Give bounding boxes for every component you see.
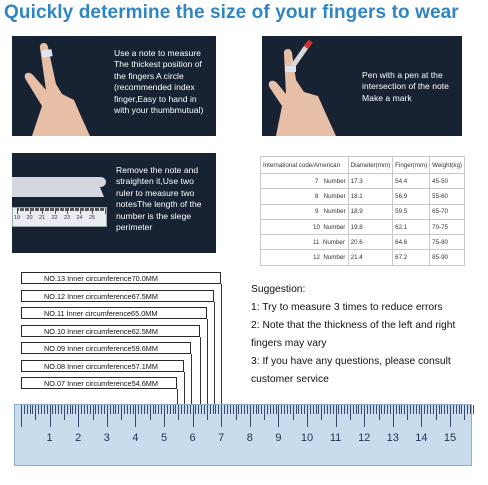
ruler-tick (367, 405, 368, 414)
ruler-tick (318, 405, 319, 414)
mini-ruler-number: 23 (64, 215, 71, 221)
ruler-tick (258, 405, 259, 414)
circumference-line (214, 302, 215, 406)
ruler-tick (270, 405, 271, 414)
ruler-tick (273, 405, 274, 414)
ruler-tick (141, 405, 142, 414)
ruler-tick (307, 405, 308, 427)
suggestion-item-2: 2: Note that the thickness of the left and right fingers may vary (251, 320, 456, 349)
ruler-tick (224, 405, 225, 414)
ruler-number: 11 (329, 432, 342, 444)
ruler-tick (316, 405, 317, 414)
paper-strip-image (12, 173, 116, 203)
ruler-number: 10 (300, 432, 314, 444)
ruler-tick (153, 405, 154, 414)
ruler-tick (90, 405, 91, 414)
ruler-tick (296, 405, 297, 414)
ruler-tick (178, 405, 179, 420)
ruler-tick (327, 405, 328, 414)
ruler-tick (379, 405, 380, 420)
header-finger: Finger(mm) (393, 157, 430, 174)
ruler-tick (184, 405, 185, 414)
ruler-tick (384, 405, 385, 414)
ruler-tick (67, 405, 68, 414)
ruler-tick (399, 405, 400, 414)
mini-ruler-tick (105, 208, 106, 214)
mini-ruler-number: 21 (39, 215, 46, 221)
ruler-tick (293, 405, 294, 420)
ruler-number: 1 (46, 432, 53, 444)
ruler-number: 6 (189, 432, 196, 444)
ruler-tick (276, 405, 277, 414)
ruler-tick (364, 405, 365, 427)
step-1-panel (12, 36, 216, 136)
ruler-tick (304, 405, 305, 414)
ruler-tick (130, 405, 131, 414)
ruler-tick (447, 405, 448, 414)
ruler-tick (424, 405, 425, 414)
ruler-tick (453, 405, 454, 414)
circumference-line (207, 319, 208, 405)
ruler-tick (421, 405, 422, 427)
ruler-tick (64, 405, 65, 420)
ruler-tick (58, 405, 59, 414)
ruler-number: 12 (358, 432, 371, 444)
ruler-tick (393, 405, 394, 427)
ruler-tick (201, 405, 202, 414)
ruler-tick (290, 405, 291, 414)
ruler-tick (381, 405, 382, 414)
page-title: Quickly determine the size of your fingers to wear (4, 2, 459, 23)
ruler-tick (70, 405, 71, 414)
ruler-tick (284, 405, 285, 414)
ruler-tick (344, 405, 345, 414)
ruler-tick (175, 405, 176, 414)
ruler-tick (241, 405, 242, 414)
ruler-tick (230, 405, 231, 414)
mini-ruler-number: 24 (76, 215, 83, 221)
ruler-tick (47, 405, 48, 414)
circumference-line (191, 354, 192, 405)
ruler-tick (356, 405, 357, 414)
ruler-tick (55, 405, 56, 414)
ruler-tick (373, 405, 374, 414)
ruler-tick (35, 405, 36, 420)
ruler-number: 9 (275, 432, 282, 444)
ruler-tick (124, 405, 125, 414)
ruler-tick (133, 405, 134, 414)
ruler-tick (75, 405, 76, 414)
header-diameter: Diameter(mm) (348, 157, 393, 174)
ruler-tick (118, 405, 119, 414)
circumference-label: NO.08 Inner circumference57.1MM (21, 360, 184, 372)
circumference-label: NO.11 Inner circumference65.0MM (21, 307, 207, 319)
ruler-tick (78, 405, 79, 427)
ruler-tick (198, 405, 199, 414)
ruler-tick (107, 405, 108, 427)
header-weight: Weight(kg) (430, 157, 465, 174)
ruler-tick (450, 405, 451, 427)
ruler-tick (287, 405, 288, 414)
ruler-tick (204, 405, 205, 414)
ruler-tick (121, 405, 122, 420)
ruler-tick (244, 405, 245, 414)
ruler-tick (310, 405, 311, 414)
ruler-tick (261, 405, 262, 414)
ruler-tick (167, 405, 168, 414)
ruler-tick (218, 405, 219, 414)
ruler-tick (459, 405, 460, 414)
step-1-text: Use a note to measure The thickest position of the fingers A circle (recommended index finger,Easy to hand in with your thumbmutual) (114, 48, 204, 116)
ruler-tick (233, 405, 234, 414)
ruler-tick (161, 405, 162, 414)
ruler-tick (127, 405, 128, 414)
ruler-tick (461, 405, 462, 414)
ruler-tick (138, 405, 139, 414)
size-table (260, 156, 465, 266)
ruler-number: 2 (75, 432, 82, 444)
ruler-tick (439, 405, 440, 414)
ruler-number: 5 (160, 432, 168, 444)
ruler-tick (338, 405, 339, 414)
ruler-tick (267, 405, 268, 414)
suggestion-heading: Suggestion: (251, 284, 306, 295)
circumference-label: NO.09 Inner circumference59.6MM (21, 342, 191, 354)
ruler-tick (321, 405, 322, 420)
ruler-tick (347, 405, 348, 414)
mini-ruler-number: 19 (14, 215, 21, 221)
suggestion-item-1: 1: Try to measure 3 times to reduce errors (251, 302, 443, 313)
ruler-tick (190, 405, 191, 414)
ruler-number: 8 (246, 432, 253, 444)
ruler-tick (50, 405, 51, 427)
ruler-tick (32, 405, 33, 414)
ruler-tick (41, 405, 42, 414)
ruler-tick (173, 405, 174, 414)
header-international: International code/American (261, 157, 349, 174)
circumference-label: NO.10 Inner circumference62.5MM (21, 325, 200, 337)
table-row: 11 Number 20.6 64.6 75-80 (261, 235, 465, 250)
table-row: 10 Number 19.8 62.1 70-75 (261, 219, 465, 234)
ruler-tick (207, 405, 208, 420)
mini-ruler-number: 20 (26, 215, 33, 221)
ruler-tick (150, 405, 151, 420)
mini-ruler-number: 22 (51, 215, 58, 221)
ruler-tick (470, 405, 471, 414)
hand-with-pen-image (262, 36, 362, 136)
ruler-tick (98, 405, 99, 414)
ruler-tick (170, 405, 171, 414)
circumference-label: NO.12 Inner circumference67.5MM (21, 290, 214, 302)
table-header-row (261, 157, 465, 174)
ruler-tick (396, 405, 397, 414)
ruler-tick (427, 405, 428, 414)
ruler-tick (473, 405, 474, 414)
ruler-tick (144, 405, 145, 414)
ruler-tick (456, 405, 457, 414)
ruler-tick (464, 405, 465, 420)
ruler-tick (101, 405, 102, 414)
ruler-number: 7 (218, 432, 225, 444)
ruler-tick (84, 405, 85, 414)
ruler-tick (330, 405, 331, 414)
ruler-tick (195, 405, 196, 414)
ruler-number: 3 (103, 432, 110, 444)
ruler-tick (264, 405, 265, 420)
ruler-number: 15 (443, 432, 457, 444)
ruler-tick (433, 405, 434, 414)
ruler-tick (416, 405, 417, 414)
ruler-tick (313, 405, 314, 414)
ruler-number: 13 (386, 432, 399, 444)
ruler-tick (95, 405, 96, 414)
ruler-tick (135, 405, 136, 427)
ruler-tick (247, 405, 248, 414)
ruler-tick (333, 405, 334, 414)
table-row: 9 Number 18.9 59.5 65-70 (261, 204, 465, 219)
mini-ruler (12, 207, 107, 227)
ruler-tick (419, 405, 420, 414)
ruler-tick (181, 405, 182, 414)
circumference-line (177, 389, 178, 405)
mini-ruler-number: 25 (89, 215, 96, 221)
ruler-tick (193, 405, 194, 427)
ruler-tick (238, 405, 239, 414)
ruler-tick (227, 405, 228, 414)
step-3-text: Remove the note and straighten it,Use two ruler to measure two notesThe length of the number is the slege perimeter (116, 165, 202, 233)
ruler-tick (430, 405, 431, 414)
ruler-tick (115, 405, 116, 414)
table-row: 7 Number 17.3 54.4 45-50 (261, 174, 465, 189)
ruler-tick (52, 405, 53, 414)
table-row: 12 Number 21.4 67.2 85-90 (261, 250, 465, 265)
step-2-panel (262, 36, 462, 136)
ruler-tick (444, 405, 445, 414)
ruler-tick (93, 405, 94, 420)
ruler-tick (21, 405, 22, 427)
ruler-tick (113, 405, 114, 414)
ruler-tick (413, 405, 414, 414)
ruler-tick (436, 405, 437, 420)
ruler-tick (341, 405, 342, 414)
circumference-line (184, 372, 185, 406)
ruler-tick (147, 405, 148, 414)
ruler-tick (253, 405, 254, 414)
ruler-tick (336, 405, 337, 427)
circumference-label: NO.13 Inner circumference70.0MM (21, 272, 221, 284)
suggestion-item-3: 3: If you have any questions, please consult customer service (251, 356, 451, 385)
ruler-tick (44, 405, 45, 414)
ruler-tick (213, 405, 214, 414)
ruler-tick (361, 405, 362, 414)
ruler-tick (350, 405, 351, 420)
ruler-tick (358, 405, 359, 414)
ruler-tick (236, 405, 237, 420)
suggestion-box (251, 281, 483, 389)
ruler-tick (324, 405, 325, 414)
ruler-tick (187, 405, 188, 414)
ruler-tick (390, 405, 391, 414)
ruler-tick (410, 405, 411, 414)
ruler-tick (250, 405, 251, 427)
ruler-number: 4 (132, 432, 139, 444)
ruler-tick (87, 405, 88, 414)
step-3-panel (12, 153, 216, 253)
ruler-tick (110, 405, 111, 414)
ruler-tick (407, 405, 408, 420)
ruler-tick (72, 405, 73, 414)
circumference-line (200, 337, 201, 406)
step-2-text: Pen with a pen at the intersection of the note Make a mark (362, 70, 449, 103)
ruler-tick (155, 405, 156, 414)
ruler-tick (30, 405, 31, 414)
ruler-tick (24, 405, 25, 414)
ruler-tick (467, 405, 468, 414)
circumference-line (221, 284, 222, 405)
ruler-tick (221, 405, 222, 427)
ruler-tick (376, 405, 377, 414)
circumference-label: NO.07 Inner circumference54.6MM (21, 377, 177, 389)
ruler-tick (370, 405, 371, 414)
table-row: 8 Number 18.1 56.9 55-60 (261, 189, 465, 204)
ruler-tick (210, 405, 211, 414)
ruler-tick (61, 405, 62, 414)
ruler-tick (104, 405, 105, 414)
hand-with-note-image (12, 36, 112, 136)
ruler-tick (278, 405, 279, 427)
ruler-tick (164, 405, 165, 427)
ruler-tick (158, 405, 159, 414)
ruler-tick (27, 405, 28, 414)
ruler-tick (401, 405, 402, 414)
ruler-tick (387, 405, 388, 414)
ruler-tick (301, 405, 302, 414)
ruler-tick (404, 405, 405, 414)
ruler-tick (256, 405, 257, 414)
ruler-tick (298, 405, 299, 414)
ruler-tick (215, 405, 216, 414)
ruler-tick (281, 405, 282, 414)
ruler-tick (38, 405, 39, 414)
ruler-tick (353, 405, 354, 414)
ruler-tick (441, 405, 442, 414)
ruler-number: 14 (415, 432, 428, 444)
ruler-tick (81, 405, 82, 414)
